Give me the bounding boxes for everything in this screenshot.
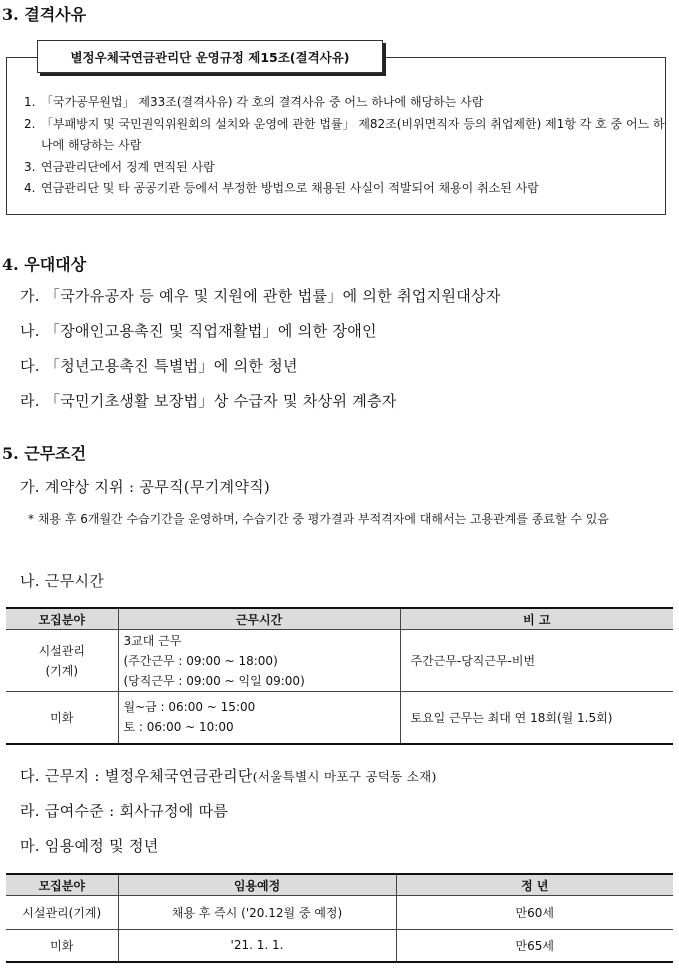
- table-row: [6, 896, 673, 930]
- preference-item: 가. 「국가유공자 등 예우 및 지원에 관한 법률」에 의한 취업지원대상자: [20, 287, 501, 305]
- work-hours-heading: 나. 근무시간: [20, 572, 105, 590]
- disqualification-list: [24, 92, 666, 200]
- salary-level: 라. 급여수준 : 회사규정에 따름: [20, 802, 229, 820]
- col-header: 모집분야: [6, 874, 118, 896]
- table-row: [6, 630, 673, 692]
- field-cell: 미화: [6, 692, 118, 744]
- col-header: 근무시간: [118, 608, 400, 630]
- list-item: 4. 연금관리단 및 타 공공기관 등에서 부정한 방법으로 채용된 사실이 적발되어 채용이 취소된 사람: [24, 181, 539, 195]
- field-cell: 시설관리(기계): [6, 896, 118, 930]
- col-header: 정 년: [396, 874, 673, 896]
- box-title: 별정우체국연금관리단 운영규정 제15조(결격사유): [37, 40, 383, 73]
- date-cell: 채용 후 즉시 ('20.12월 중 예정): [118, 896, 396, 930]
- work-hours-table: [6, 607, 673, 745]
- time-cell: 3교대 근무 (주간근무 : 09:00 ~ 18:00) (당직근무 : 09:00 ~ 익일 09:00): [118, 630, 400, 692]
- col-header: 임용예정: [118, 874, 396, 896]
- field-cell: 시설관리 (기계): [6, 630, 118, 692]
- contract-status: 가. 계약상 지위 : 공무직(무기계약직): [20, 478, 271, 496]
- section-3-title: 3. 결격사유: [2, 5, 87, 24]
- preference-item: 나. 「장애인고용촉진 및 직업재활법」에 의한 장애인: [20, 322, 377, 340]
- col-header: 모집분야: [6, 608, 118, 630]
- time-cell: 월~금 : 06:00 ~ 15:00 토 : 06:00 ~ 10:00: [118, 692, 400, 744]
- preference-item: 다. 「청년고용촉진 특별법」에 의한 청년: [20, 357, 298, 375]
- age-cell: 만60세: [396, 896, 673, 930]
- workplace: 다. 근무지 : 별정우체국연금관리단(서울특별시 마포구 공덕동 소재): [20, 767, 437, 785]
- list-item: 2. 「부패방지 및 국민권익위원회의 설치와 운영에 관한 법률」 제82조(비위면직자 등의 취업제한) 제1항 각 호 중 어느 하나에 해당하는 사람: [24, 116, 665, 152]
- date-cell: '21. 1. 1.: [118, 930, 396, 962]
- list-item: 1. 「국가공무원법」 제33조(결격사유) 각 호의 결격사유 중 어느 하나에 해당하는 사람: [24, 95, 484, 109]
- table-row: [6, 692, 673, 744]
- table-row: [6, 930, 673, 962]
- note-cell: 토요일 근무는 최대 연 18회(월 1.5회): [400, 692, 673, 744]
- probation-note: * 채용 후 6개월간 수습기간을 운영하며, 수습기간 중 평가결과 부적격자에 대해서는 고용관계를 종료할 수 있음: [28, 512, 609, 526]
- age-cell: 만65세: [396, 930, 673, 962]
- field-cell: 미화: [6, 930, 118, 962]
- appointment-heading: 마. 임용예정 및 정년: [20, 837, 159, 855]
- section-4-title: 4. 우대대상: [2, 255, 87, 274]
- note-cell: 주간근무-당직근무-비번: [400, 630, 673, 692]
- preference-item: 라. 「국민기초생활 보장법」상 수급자 및 차상위 계층자: [20, 392, 397, 410]
- col-header: 비 고: [400, 608, 673, 630]
- appointment-table: [6, 873, 673, 963]
- list-item: 3. 연금관리단에서 징계 면직된 사람: [24, 159, 215, 174]
- section-5-title: 5. 근무조건: [2, 444, 87, 463]
